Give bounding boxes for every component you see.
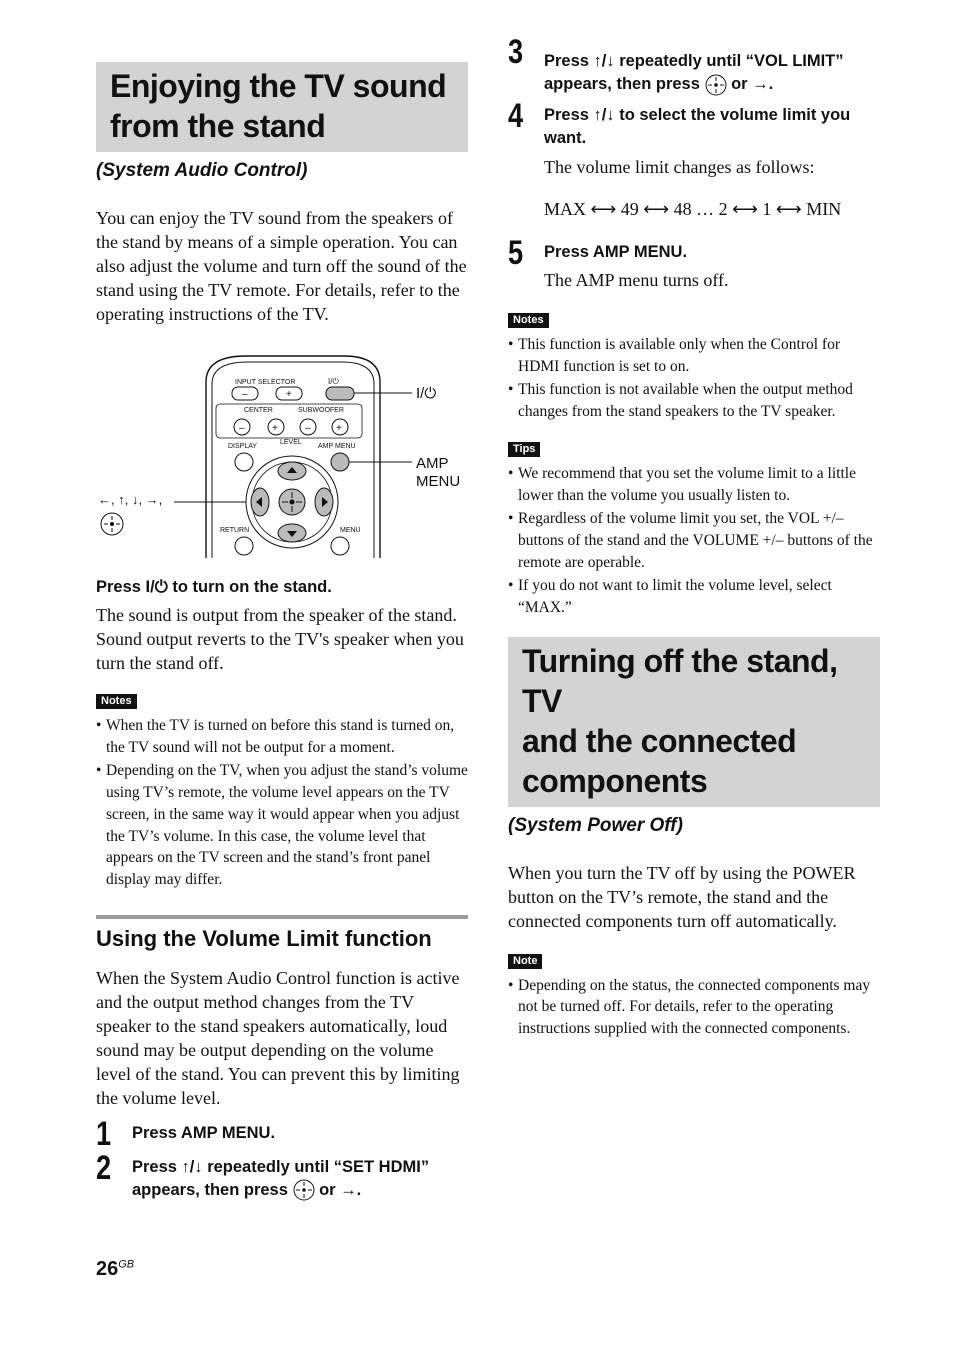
remote-label-input-selector: INPUT SELECTOR xyxy=(235,379,296,386)
volume-limit-paragraph: When the System Audio Control function is active and the output method changes from the TV speaker to the stand speakers automatically, loud sound may be output depending on the volume level of the stand. You can prevent this by limiting the volume level. xyxy=(96,967,460,1108)
tips-badge: Tips xyxy=(508,442,540,457)
note-item: • Depending on the TV, when you adjust the stand’s volume using TV’s remote, the volume level appears on the TV screen, in the same way it would appear when you adjust the TV’s volume. In this case, the volume level that appears on the TV screen and the stand’s front panel display may differ. xyxy=(96,760,468,890)
step-heading: Press ↑/↓ to select the volume limit you want. xyxy=(544,106,851,147)
title-line: Enjoying the TV sound xyxy=(110,68,447,104)
notes-badge: Notes xyxy=(96,694,137,709)
step-number: 4 xyxy=(508,97,524,135)
step-detail: The AMP menu turns off. xyxy=(544,270,729,290)
enter-icon xyxy=(705,74,727,96)
remote-power-button xyxy=(326,387,354,400)
title-line: components xyxy=(522,762,708,799)
title-box-system-power-off xyxy=(508,637,880,807)
tip-item: • If you do not want to limit the volume level, select “MAX.” xyxy=(508,575,880,618)
page-number xyxy=(96,1258,134,1281)
note-item: • Depending on the status, the connected components may not be turned off. For details, refer to the operating instructions supplied with the connected components. xyxy=(508,975,880,1040)
section-divider xyxy=(96,915,468,919)
title-line: from the stand xyxy=(110,108,326,144)
left-column xyxy=(96,62,468,1202)
remote-label-power: I/⏻ xyxy=(328,377,339,386)
step-1 xyxy=(96,1114,468,1153)
subtitle-system-audio: (System Audio Control) xyxy=(96,160,308,181)
svg-text:+: + xyxy=(336,423,342,434)
note-list xyxy=(508,975,880,1040)
step-number: 2 xyxy=(96,1148,112,1187)
press-power-heading: Press I/⏻ to turn on the stand. xyxy=(96,578,332,596)
section-title-system-audio xyxy=(110,66,454,146)
step-2 xyxy=(96,1148,468,1202)
title-line: Turning off the stand, TV xyxy=(522,642,838,719)
svg-text:+: + xyxy=(272,423,278,434)
tip-item: • We recommend that you set the volume limit to a little lower than the volume you usually listen to. xyxy=(508,463,880,506)
power-paragraph: The sound is output from the speaker of the stand. Sound output reverts to the TV's speaker when you turn the stand off. xyxy=(96,605,464,673)
volume-sequence: MAX ⟷ 49 ⟷ 48 … 2 ⟷ 1 ⟷ MIN xyxy=(544,199,842,219)
remote-label-amp-menu: AMP MENU xyxy=(318,443,356,450)
step-text: or →. xyxy=(319,1180,362,1199)
remote-label-return: RETURN xyxy=(220,527,250,534)
callout-arrows: ←, ↑, ↓, →, xyxy=(98,492,163,507)
remote-label-menu: MENU xyxy=(340,527,361,534)
section-title-system-power-off xyxy=(522,641,866,801)
step-heading: Press AMP MENU. xyxy=(132,1123,276,1142)
step-text: Press ↑/↓ repeatedly until “SET HDMI” appears, then press xyxy=(132,1157,430,1199)
power-off-paragraph: When you turn the TV off by using the POWER button on the TV’s remote, the stand and the connected components turn off automatically. xyxy=(508,862,856,931)
svg-text:–: – xyxy=(305,423,311,434)
title-box-system-audio xyxy=(96,62,468,152)
notes-list xyxy=(508,334,880,423)
step-4 xyxy=(508,97,880,221)
callout-amp: AMP xyxy=(416,455,449,472)
note-item: • This function is not available when the output method changes from the stand speakers to the TV speaker. xyxy=(508,379,880,422)
remote-label-level: LEVEL xyxy=(280,439,302,446)
page-number-value: 26 xyxy=(96,1258,119,1280)
note-item: • When the TV is turned on before this stand is turned on, the TV sound will not be output for a moment. xyxy=(96,715,468,758)
right-column xyxy=(508,33,880,1042)
notes-list xyxy=(96,715,468,891)
remote-illustration xyxy=(96,352,468,558)
callout-power: I/⏻ xyxy=(416,385,437,402)
intro-paragraph: You can enjoy the TV sound from the speakers of the stand by means of a simple operation. You can also adjust the volume and turn off the sound of the stand using the TV remote. For details, refer to the operating instructions of the TV. xyxy=(96,208,467,324)
remote-label-display: DISPLAY xyxy=(228,443,258,450)
step-3 xyxy=(508,33,880,96)
callout-menu: MENU xyxy=(416,473,461,490)
step-5 xyxy=(508,234,880,292)
step-detail: The volume limit changes as follows: xyxy=(544,157,815,177)
step-heading xyxy=(132,1156,468,1202)
tips-list xyxy=(508,463,880,619)
step-text: Press ↑/↓ repeatedly until “VOL LIMIT” appears, then press xyxy=(544,52,844,93)
step-number: 5 xyxy=(508,234,524,272)
svg-text:–: – xyxy=(239,423,245,434)
step-heading: Press AMP MENU. xyxy=(544,243,688,261)
step-number: 1 xyxy=(96,1114,112,1153)
title-line: and the connected xyxy=(522,722,797,759)
note-badge: Note xyxy=(508,954,542,969)
remote-label-subwoofer: SUBWOOFER xyxy=(298,407,344,414)
remote-label-center: CENTER xyxy=(244,407,273,414)
note-item: • This function is available only when the Control for HDMI function is set to on. xyxy=(508,334,880,377)
remote-amp-menu-button xyxy=(331,453,349,471)
notes-badge: Notes xyxy=(508,313,549,328)
remote-minus: – xyxy=(242,389,248,400)
step-heading xyxy=(544,40,880,96)
subtitle-system-power-off: (System Power Off) xyxy=(508,814,683,836)
page-number-suffix: GB xyxy=(118,1258,135,1271)
step-number: 3 xyxy=(508,33,524,71)
tip-item: • Regardless of the volume limit you set, the VOL +/– buttons of the stand and the VOLUME +/– buttons of the remote are operable. xyxy=(508,508,880,573)
remote-plus: + xyxy=(286,389,292,400)
section-title-volume-limit: Using the Volume Limit function xyxy=(96,925,432,951)
enter-icon xyxy=(293,1179,315,1201)
step-text: or →. xyxy=(731,75,774,93)
